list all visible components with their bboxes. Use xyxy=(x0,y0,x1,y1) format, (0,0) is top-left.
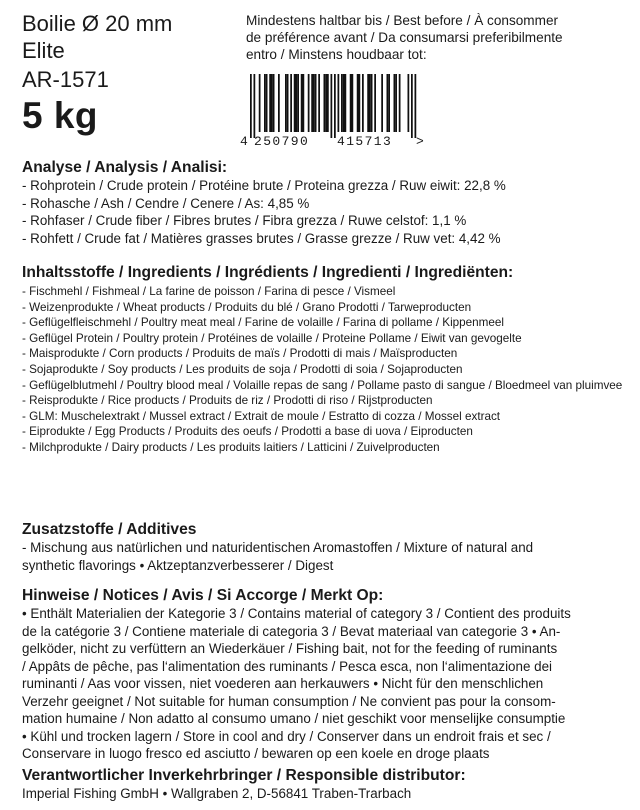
barcode-bar xyxy=(411,74,413,138)
barcode-bar xyxy=(352,74,354,132)
ingredient-row: - Fischmehl / Fishmeal / La farine de poisson / Farina di pesce / Vismeel xyxy=(22,285,396,298)
barcode-bar xyxy=(266,74,268,132)
notices-line: gelköder, nicht zu verfüttern an Wiederkäuer / Fishing bait, not for the feeding of ruminants xyxy=(22,641,558,656)
barcode-bar xyxy=(254,74,256,138)
barcode-bar xyxy=(388,74,390,132)
barcode-bar xyxy=(381,74,383,132)
notices-line: • Kühl und trocken lagern / Store in cool and dry / Conserver dans un endroit frais et sec / xyxy=(22,728,551,744)
notices-section xyxy=(22,586,627,763)
distributor-heading: Verantwortlicher Inverkehrbringer / Responsible distributor: xyxy=(22,767,466,784)
barcode-bar xyxy=(350,74,352,132)
barcode-bar xyxy=(369,74,371,132)
barcode-bar xyxy=(343,74,345,132)
barcode-bar xyxy=(313,74,315,132)
best-before-line: de préférence avant / Da consumarsi preferibilmente xyxy=(246,30,563,45)
notices-line: ruminanti / Aas voor vissen, niet voederen aan herkauwers • Nicht für den menschlichen xyxy=(22,676,544,691)
ingredient-row: - Geflügelblutmehl / Poultry blood meal / Volaille repas de sang / Pollame pasto di sangue / Bloedmeel van pluimvee xyxy=(22,378,623,392)
barcode-bar xyxy=(296,74,298,132)
notices-heading: Hinweise / Notices / Avis / Si Accorge / Merkt Op: xyxy=(22,587,384,604)
label-header xyxy=(0,0,640,160)
product-info xyxy=(22,10,172,137)
barcode-bar xyxy=(341,74,343,132)
barcode-bar xyxy=(387,74,389,132)
barcode-bar xyxy=(374,74,376,132)
barcode-bar xyxy=(415,74,417,138)
best-before-line: entro / Minstens houdbaar tot: xyxy=(246,47,427,62)
ean-barcode xyxy=(238,72,428,150)
ingredient-row: - Weizenprodukte / Wheat products / Produits du blé / Grano Prodotti / Tarweproducten xyxy=(22,300,472,314)
distributor-address: Imperial Fishing GmbH • Wallgraben 2, D-56841 Traben-Trarbach xyxy=(22,786,412,801)
barcode-bar xyxy=(338,74,340,132)
analysis-heading: Analyse / Analysis / Analisi: xyxy=(22,159,228,176)
barcode-end-marker: > xyxy=(416,134,424,149)
barcode-bar xyxy=(308,74,310,132)
analysis-section xyxy=(22,158,627,247)
barcode-bar xyxy=(297,74,299,132)
barcode-bar xyxy=(303,74,305,132)
notices-line: de la catégorie 3 / Contiene materiale di categoria 3 / Bevat materiaal van categorie 3 • An- xyxy=(22,623,561,639)
product-variant: Elite xyxy=(22,38,65,63)
ingredients-heading: Inhaltsstoffe / Ingredients / Ingrédients / Ingredienti / Ingrediënten: xyxy=(22,264,514,281)
notices-line: Conservare in luogo fresco ed asciutto / bewaren op een koele en droge plaats xyxy=(22,746,490,761)
ingredient-row: - Eiprodukte / Egg Products / Produits des oeufs / Prodotti a base di uova / Eiproducten xyxy=(22,425,473,439)
notices-line: • Enthält Materialien der Kategorie 3 / Contains material of category 3 / Contient des produits xyxy=(22,606,571,621)
barcode-bar xyxy=(327,74,329,132)
barcode-bar xyxy=(357,74,359,132)
additives-heading: Zusatzstoffe / Additives xyxy=(22,521,197,538)
barcode-bar xyxy=(367,74,369,132)
barcode-bar xyxy=(264,74,266,132)
analysis-row: - Rohprotein / Crude protein / Protéine brute / Proteina grezza / Ruw eiwit: 22,8 % xyxy=(22,178,506,193)
barcode-bar xyxy=(287,74,289,132)
barcode-bar xyxy=(371,74,373,132)
barcode-bar xyxy=(269,74,271,132)
barcode-bar xyxy=(408,74,410,132)
ingredient-row: - Geflügel Protein / Poultry protein / Protéines de volaille / Proteine Pollame / Eiwit van gevogelte xyxy=(22,331,522,345)
net-weight: 5 kg xyxy=(22,95,99,136)
article-number: AR-1571 xyxy=(22,67,109,92)
ingredient-row: - Reisprodukte / Rice products / Produits de riz / Prodotti di riso / Rijstproducten xyxy=(22,394,433,408)
best-before-line: Mindestens haltbar bis / Best before / À consommer xyxy=(246,13,559,28)
additives-line: synthetic flavorings • Aktzeptanzverbesserer / Digest xyxy=(22,557,334,573)
barcode-bar xyxy=(362,74,364,132)
barcode-bar xyxy=(301,74,303,132)
barcode-bars xyxy=(238,72,428,150)
barcode-bar xyxy=(394,74,396,132)
best-before-text xyxy=(246,12,626,63)
ingredients-section xyxy=(22,263,627,456)
ingredient-row: - Geflügelfleischmehl / Poultry meat meal / Farine de volaille / Farina di pollame / Kippenmeel xyxy=(22,316,505,330)
analysis-row: - Rohasche / Ash / Cendre / Cenere / As: 4,85 % xyxy=(22,195,310,211)
barcode-bar xyxy=(290,74,292,132)
barcode-digits-left: 250790 xyxy=(254,134,310,149)
barcode-bar xyxy=(395,74,397,132)
barcode-bar xyxy=(399,74,401,132)
barcode-bar xyxy=(259,74,261,132)
additives-section xyxy=(22,520,627,574)
barcode-bar xyxy=(294,74,296,132)
barcode-bar xyxy=(331,74,333,138)
product-name: Boilie Ø 20 mm xyxy=(22,11,173,36)
barcode-prefix-digit: 4 xyxy=(240,134,248,149)
ingredient-row: - Milchprodukte / Dairy products / Les produits laitiers / Latticini / Zuivelproducten xyxy=(22,440,440,454)
notices-line: / Appâts de pêche, pas l‘alimentation des ruminants / Pesca esca, non l‘alimentazione dei xyxy=(22,658,552,674)
notices-line: mation humaine / Non adatto al consumo umano / niet geschikt voor menselijke consumptie xyxy=(22,711,566,726)
barcode-bar xyxy=(315,74,317,132)
barcode-bar xyxy=(325,74,327,132)
additives-line: - Mischung aus natürlichen und naturidentischen Aromastoffen / Mixture of natural and xyxy=(22,540,534,555)
barcode-bar xyxy=(273,74,275,132)
barcode-bar xyxy=(271,74,273,132)
barcode-bar xyxy=(285,74,287,132)
barcode-bar xyxy=(345,74,347,132)
barcode-bar xyxy=(318,74,320,132)
ingredient-row: - Maisprodukte / Corn products / Produits de maïs / Prodotti di mais / Maïsproducten xyxy=(22,347,458,361)
barcode-bar xyxy=(359,74,361,132)
ingredient-row: - GLM: Muschelextrakt / Mussel extract / Extrait de moule / Estratto di cozza / Mossel extract xyxy=(22,409,501,423)
barcode-bar xyxy=(324,74,326,132)
notices-line: Verzehr geeignet / Not suitable for human consumption / Ne convient pas pour la consom- xyxy=(22,693,556,709)
analysis-row: - Rohfaser / Crude fiber / Fibres brutes / Fibra grezza / Ruwe celstof: 1,1 % xyxy=(22,213,467,228)
barcode-bar xyxy=(334,74,336,138)
analysis-row: - Rohfett / Crude fat / Matières grasses brutes / Grasse grezze / Ruw vet: 4,42 % xyxy=(22,230,501,246)
barcode-digits-right: 415713 xyxy=(337,134,393,149)
distributor-section xyxy=(22,766,627,803)
barcode-bar xyxy=(278,74,280,132)
barcode-bar xyxy=(250,74,252,138)
barcode-bar xyxy=(311,74,313,132)
ingredient-row: - Sojaprodukte / Soy products / Les produits de soja / Prodotti di soia / Sojaproducten xyxy=(22,362,463,376)
notices-text xyxy=(22,605,627,763)
